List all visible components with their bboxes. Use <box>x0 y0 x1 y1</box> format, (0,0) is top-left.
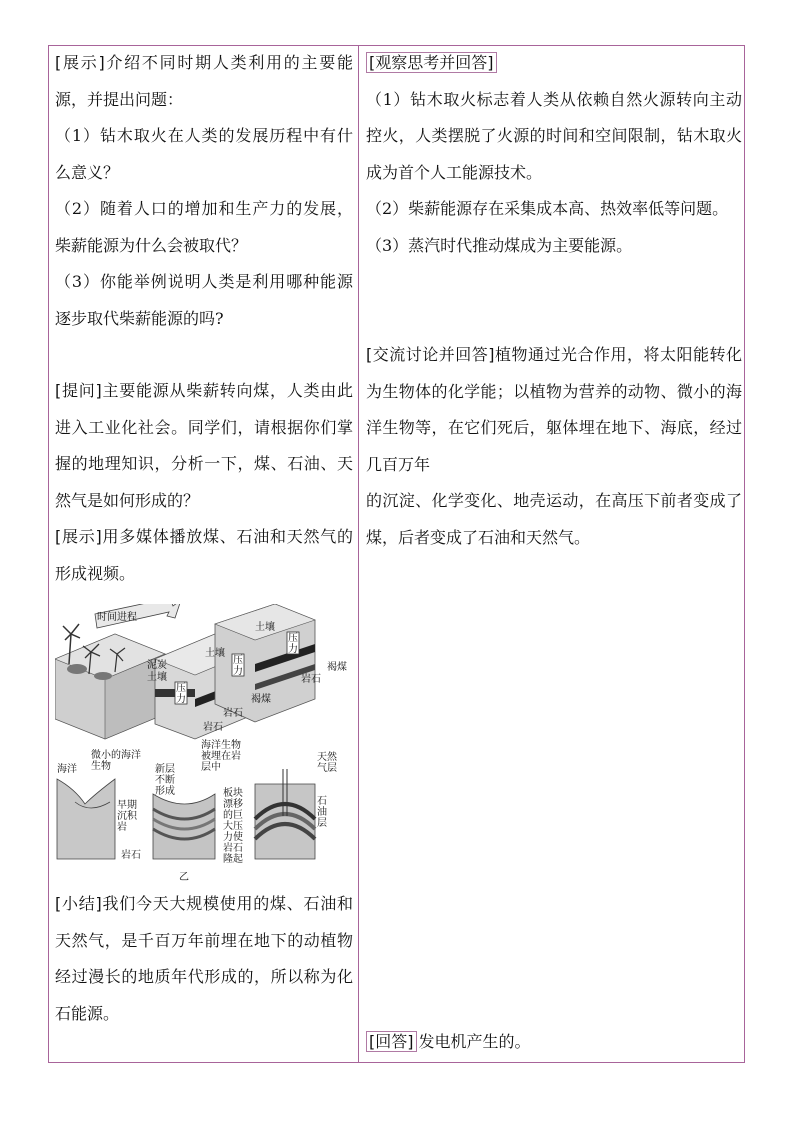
fossil-fuel-formation-figure <box>55 604 353 886</box>
label-lignite-1: 褐煤 <box>327 662 347 673</box>
label-rock-2: 岩石 <box>223 708 243 719</box>
discuss-paragraph: [交流讨论并回答]植物通过光合作用，将太阳能转化为生物体的化学能；以植物为营养的动物、微小的海洋生物等，在它们死后，躯体埋在地下、海底，经过几百万年 <box>366 345 742 474</box>
answer-tag: [回答] <box>366 1031 417 1052</box>
label-soil-3: 土壤 <box>255 622 275 633</box>
question-2: （2）随着人口的增加和生产力的发展，柴薪能源为什么会被取代？ <box>55 199 353 255</box>
label-soil-1: 土壤 <box>147 672 167 683</box>
final-answer-block <box>366 1024 742 1061</box>
intro-paragraph: [展示]介绍不同时期人类利用的主要能源，并提出问题： <box>55 53 353 109</box>
ask-tag: [提问] <box>55 381 102 400</box>
label-soil-2: 土壤 <box>205 648 225 659</box>
label-peat: 泥炭 <box>147 660 167 671</box>
discuss-paragraph-2: 的沉淀、化学变化、地壳运动，在高压下前者变成了煤，后者变成了石油和天然气。 <box>366 491 742 547</box>
label-new-layer: 新层不断形成 <box>155 764 175 797</box>
label-lignite-2: 褐煤 <box>251 694 271 705</box>
label-gas-layer: 天然气层 <box>317 752 337 774</box>
label-pressure-2: 压力 <box>233 655 243 677</box>
show-tag: [展示] <box>55 527 102 546</box>
ask-paragraph: [提问]主要能源从柴薪转向煤，人类由此进入工业化社会。同学们，请根据你们掌握的地理知识，分析一下，煤、石油、天然气是如何形成的？ <box>55 381 353 510</box>
column-divider <box>358 45 359 1063</box>
answer-2: （2）柴薪能源存在采集成本高、热效率低等问题。 <box>366 199 729 218</box>
label-plate: 板块漂移的巨大压力使岩石隆起 <box>223 788 243 865</box>
observe-tag: [观察思考并回答] <box>366 52 497 73</box>
label-pressure-3: 压力 <box>288 633 298 655</box>
question-1: （1）钻木取火在人类的发展历程中有什么意义？ <box>55 126 353 182</box>
summary-paragraph: [小结]我们今天大规模使用的煤、石油和天然气，是千百万年前埋在地下的动植物经过漫长的地质年代形成的，所以称为化石能源。 <box>55 894 353 1023</box>
label-rock-1: 岩石 <box>301 674 321 685</box>
discuss-tag: [交流讨论并回答] <box>366 345 495 364</box>
label-time-arrow: 时间进程 <box>97 612 137 623</box>
label-pressure-1: 压力 <box>176 683 186 705</box>
label-buried: 海洋生物被埋在岩层中 <box>201 740 241 773</box>
question-3: （3）你能举例说明人类是利用哪种能源逐步取代柴薪能源的吗? <box>55 272 353 328</box>
label-rock-3: 岩石 <box>203 722 223 733</box>
label-early-sediment: 早期沉积岩 <box>117 800 137 833</box>
observe-tag-line <box>366 45 742 82</box>
oil-gas-formation-diagram <box>57 769 315 859</box>
summary-tag: [小结] <box>55 894 102 913</box>
intro-tag: [展示] <box>55 53 105 72</box>
final-answer: [回答] 发电机产生的。 <box>366 1024 742 1061</box>
answer-1: （1）钻木取火标志着人类从依赖自然火源转向主动控火，人类摆脱了火源的时间和空间限制，钻木取火成为首个人工能源技术。 <box>366 89 742 182</box>
label-ocean: 海洋 <box>57 764 77 775</box>
teacher-activity-column <box>55 45 353 1032</box>
label-yi: 乙 <box>179 872 189 883</box>
label-rock-bottom: 岩石 <box>121 850 141 861</box>
student-activity-column <box>366 45 742 556</box>
show-paragraph: [展示]用多媒体播放煤、石油和天然气的形成视频。 <box>55 527 353 583</box>
label-oil-layer: 石油层 <box>317 796 327 829</box>
answer-3: （3）蒸汽时代推动煤成为主要能源。 <box>366 235 633 255</box>
label-micro-life: 微小的海洋生物 <box>91 750 141 772</box>
